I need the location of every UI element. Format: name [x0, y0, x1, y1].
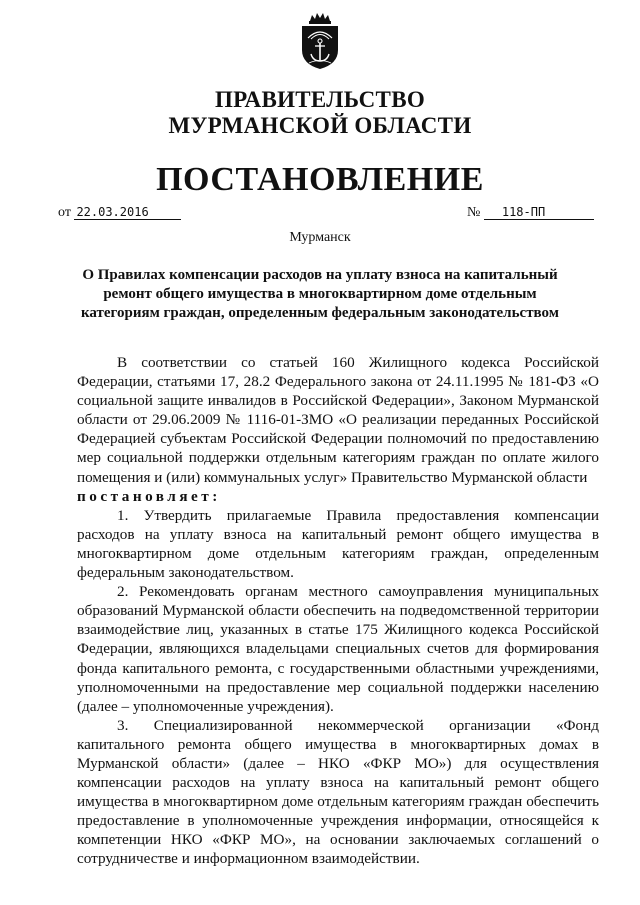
resolves-word: постановляет: — [77, 487, 221, 505]
document-type-heading: ПОСТАНОВЛЕНИЕ — [156, 161, 484, 198]
date-prefix: от — [58, 205, 71, 220]
preamble-paragraph: В соответствии со статьей 160 Жилищного кодекса Российской Федерации, статьями 17, 28.2 Федерального закона от 24.11.1995 № 181-ФЗ «О социальной защите инвалидов в Российской Федерации», Законом Мурманской области от 29.06.2009 № 1116-01-ЗМО «О реализации переданных Российской Федерацией субъектам Российской Федерации полномочий по предоставлению мер социальной поддержки отдельным категориям граждан по оплате жилого помещения и (или) коммунальных услуг» Правительство Мурманской области — [77, 354, 599, 486]
document-subject: О Правилах компенсации расходов на уплату взноса на капитальный ремонт общего имущества в многоквартирном доме отдельным категориям граждан, определенным федеральным законодательством — [81, 267, 559, 321]
item-1: 1. Утвердить прилагаемые Правила предоставления компенсации расходов на уплату взноса на капитальный ремонт общего имущества в многоквартирном доме отдельным категориям граждан, определенным федеральным законодательством. — [77, 506, 599, 582]
date-value: 22.03.2016 — [74, 205, 181, 220]
government-title-line1: ПРАВИТЕЛЬСТВО — [214, 87, 426, 112]
number-value: 118-ПП — [484, 205, 594, 220]
government-title-line2: МУРМАНСКОЙ ОБЛАСТИ — [168, 113, 472, 138]
document-date — [58, 205, 181, 221]
document-number — [467, 205, 594, 221]
city-name: Мурманск — [289, 230, 351, 245]
item-3: 3. Специализированной некоммерческой организации «Фонд капитального ремонта общего имущества в многоквартирных домах в Мурманской области» (далее – НКО «ФКР МО») для осуществления компенсации расходов на уплату взноса на капитальный ремонт общего имущества в многоквартирном доме отдельным категориям граждан обеспечить предоставление в уполномоченные учреждения информации, относящейся к компетенции НКО «ФКР МО», на основании заключаемых соглашений о сотрудничестве и информационном взаимодействии. — [77, 716, 599, 868]
document-body — [77, 353, 599, 869]
item-2: 2. Рекомендовать органам местного самоуправления муниципальных образований Мурманской области обеспечить на подведомственной территории взаимодействие лиц, указанных в статье 175 Жилищного кодекса Российской Федерации, являющихся владельцами специальных счетов для формирования фонда капитального ремонта, с государственными областными учреждениями, уполномоченными на предоставление мер социальной поддержки населению (далее – уполномоченные учреждения). — [77, 583, 599, 715]
number-prefix: № — [467, 205, 481, 220]
murmansk-coat-of-arms-icon — [297, 12, 343, 70]
